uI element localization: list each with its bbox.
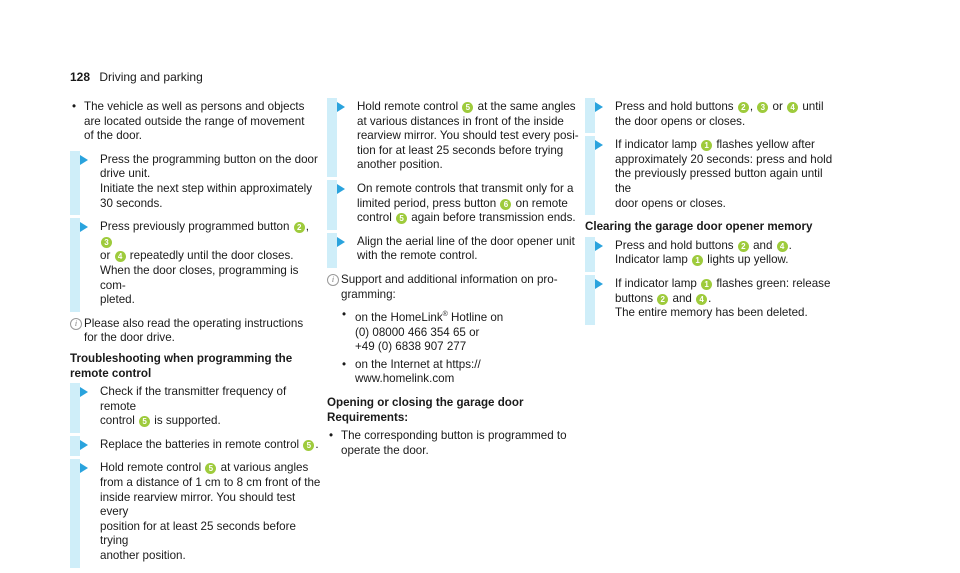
column-3 (585, 100, 837, 330)
step-check-frequency (70, 385, 322, 429)
callout-badge: 6 (500, 199, 511, 210)
step-bar (327, 180, 337, 230)
step-arrow-icon (595, 140, 603, 150)
step-bar (585, 237, 595, 272)
text-line (357, 100, 579, 115)
requirement-bullet (327, 429, 579, 458)
text: . (788, 238, 792, 252)
step-bar (70, 383, 80, 433)
text: or (772, 100, 783, 113)
text-line: door opens or closes. (615, 196, 726, 210)
text-line: • The corresponding button is programmed to (341, 429, 567, 443)
text: at various angles (220, 461, 309, 475)
step-hold-remote (70, 461, 322, 563)
text-line (355, 308, 579, 325)
text-line: 30 seconds. (100, 196, 163, 210)
text-line: • on the Internet at https:// (355, 357, 481, 371)
callout-badge: 5 (396, 213, 407, 224)
column-2 (327, 100, 579, 467)
step-press-programmed-button (70, 220, 322, 308)
text-line: with the remote control. (357, 249, 478, 263)
callout-badge: 1 (692, 255, 703, 266)
text-line: gramming: (341, 287, 396, 301)
section-heading (70, 352, 322, 381)
column-1 (70, 100, 322, 573)
step-indicator-yellow (585, 138, 837, 211)
step-arrow-icon (337, 102, 345, 112)
text: Hold remote control (357, 100, 459, 113)
text-line: approximately 20 seconds: press and hold (615, 152, 833, 166)
callout-badge: 5 (205, 463, 216, 474)
text: at the same angles (477, 100, 576, 113)
text-line (100, 414, 322, 429)
text-line: rearview mirror. You should test every posi- (357, 129, 579, 143)
callout-badge: 2 (294, 222, 305, 233)
callout-badge: 3 (757, 102, 768, 113)
text: and (753, 238, 773, 252)
text-line[interactable]: www.homelink.com (355, 372, 455, 386)
text: control (357, 211, 392, 225)
text-line: (0) 08000 466 354 65 or (355, 325, 480, 339)
text-line: On remote controls that transmit only for a (357, 181, 574, 195)
section-title: Driving and parking (99, 70, 203, 84)
text-line: Align the aerial line of the door opener unit (357, 234, 575, 248)
text-line (615, 253, 837, 268)
text-line: position for at least 25 seconds before trying (100, 519, 296, 548)
text: again before transmission ends. (411, 211, 576, 225)
text-line: tion for at least 25 seconds before trying (357, 143, 564, 157)
step-arrow-icon (80, 222, 88, 232)
callout-badge: 5 (462, 102, 473, 113)
step-press-hold-buttons (585, 100, 837, 129)
text-line: Initiate the next step within approximately (100, 181, 313, 195)
callout-badge: 1 (701, 140, 712, 151)
text: , (749, 100, 754, 113)
step-arrow-icon (595, 241, 603, 251)
text-line: Press the programming button on the door (100, 152, 318, 166)
text: control (100, 414, 135, 428)
text: Press previously programmed button (100, 220, 290, 234)
info-icon: i (327, 274, 339, 286)
info-note (70, 317, 322, 346)
step-indicator-green (585, 277, 837, 321)
step-limited-period (327, 182, 579, 226)
text: flashes yellow after (716, 138, 815, 152)
text-line: are located outside the range of movement (84, 114, 305, 128)
requirement-bullet (70, 100, 322, 144)
callout-badge: 5 (303, 440, 314, 451)
text-line: When the door closes, programming is com- (100, 263, 299, 292)
step-hold-remote-angles (327, 100, 579, 173)
text-line: operate the door. (341, 443, 429, 457)
text-line: from a distance of 1 cm to 8 cm front of the (100, 476, 321, 490)
text-line: drive unit. (100, 167, 151, 181)
callout-badge: 4 (777, 241, 788, 252)
text: Press and hold buttons (615, 100, 734, 113)
sub-bullet-hotline (327, 308, 579, 355)
callout-badge: 4 (696, 294, 707, 305)
step-arrow-icon (337, 237, 345, 247)
text-line (615, 100, 837, 115)
text: Hold remote control (100, 461, 202, 475)
step-bar (70, 436, 80, 457)
step-arrow-icon (80, 155, 88, 165)
step-arrow-icon (80, 387, 88, 397)
text: If indicator lamp (615, 138, 697, 152)
text-line (615, 138, 837, 153)
callout-badge: 2 (738, 102, 749, 113)
text-line: at various distances in front of the inside (357, 114, 564, 128)
step-bar (70, 218, 80, 312)
step-bar (585, 98, 595, 133)
step-bar (327, 98, 337, 177)
page-header (70, 70, 203, 84)
text: If indicator lamp (615, 276, 697, 290)
info-icon: i (70, 318, 82, 330)
step-clear-press-hold (585, 239, 837, 268)
step-align-aerial (327, 235, 579, 264)
text: Replace the batteries in remote control (100, 437, 300, 451)
step-bar (70, 151, 80, 215)
step-arrow-icon (595, 279, 603, 289)
step-bar (585, 275, 595, 325)
callout-badge: 2 (657, 294, 668, 305)
text: Press and hold buttons (615, 238, 734, 252)
text-line: • The vehicle as well as persons and objects (84, 100, 305, 113)
text-line: The entire memory has been deleted. (615, 306, 808, 320)
step-bar (585, 136, 595, 215)
text-line (100, 220, 322, 249)
text: flashes green: release (716, 276, 831, 290)
text: limited period, press button (357, 196, 497, 210)
text-line (615, 277, 837, 292)
text-line: remote control (70, 366, 152, 380)
text: until (802, 100, 824, 113)
text-line: the door opens or closes. (615, 114, 746, 128)
text-line: Troubleshooting when programming the (70, 351, 293, 365)
text: on remote (515, 196, 568, 210)
step-bar (327, 233, 337, 268)
registered-mark: ® (442, 311, 448, 319)
info-note (327, 273, 579, 302)
requirements-heading: Requirements: (327, 410, 409, 424)
text-line: Check if the transmitter frequency of remote (100, 385, 287, 413)
text-line: for the door drive. (84, 331, 175, 345)
text: buttons (615, 291, 654, 305)
text: and (672, 291, 692, 305)
callout-badge: 2 (738, 241, 749, 252)
text-line: the previously pressed button again until the (615, 167, 823, 195)
step-arrow-icon (595, 102, 603, 112)
section-heading: Clearing the garage door opener memory (585, 220, 813, 234)
text-line: pleted. (100, 293, 135, 307)
text-line: inside rearview mirror. You should test every (100, 490, 296, 519)
text-line (100, 249, 322, 264)
step-bar (70, 459, 80, 567)
text-line (357, 211, 579, 226)
text: is supported. (154, 414, 221, 428)
callout-badge: 4 (115, 251, 126, 262)
text-line: another position. (357, 158, 443, 172)
text: Hotline on (447, 310, 504, 324)
callout-badge: 5 (139, 416, 150, 427)
text: . (315, 437, 319, 451)
text-line: another position. (100, 549, 186, 563)
callout-badge: 3 (101, 237, 112, 248)
step-arrow-icon (80, 463, 88, 473)
callout-badge: 4 (787, 102, 798, 113)
text-line: of the door. (84, 129, 143, 143)
step-arrow-icon (80, 440, 88, 450)
text: Indicator lamp (615, 253, 688, 267)
text: repeatedly until the door closes. (129, 249, 294, 263)
page-number: 128 (70, 70, 91, 84)
step-programming-button (70, 153, 322, 211)
text: , (305, 220, 309, 234)
text-line (615, 239, 837, 254)
sub-bullet-internet (327, 358, 579, 387)
section-heading: Opening or closing the garage door (327, 395, 524, 409)
text-line: Support and additional information on pro- (341, 272, 558, 286)
text-line (100, 461, 322, 476)
step-replace-batteries (70, 438, 322, 453)
text: . (708, 291, 712, 305)
text: on the HomeLink (355, 310, 443, 324)
callout-badge: 1 (701, 279, 712, 290)
text-line: Please also read the operating instructions (84, 316, 304, 330)
text-line (357, 197, 579, 212)
text-line (615, 292, 837, 307)
text-line (100, 438, 322, 453)
text: or (100, 249, 111, 263)
text-line: +49 (0) 6838 907 277 (355, 340, 467, 354)
text: lights up yellow. (707, 253, 789, 267)
step-arrow-icon (337, 184, 345, 194)
